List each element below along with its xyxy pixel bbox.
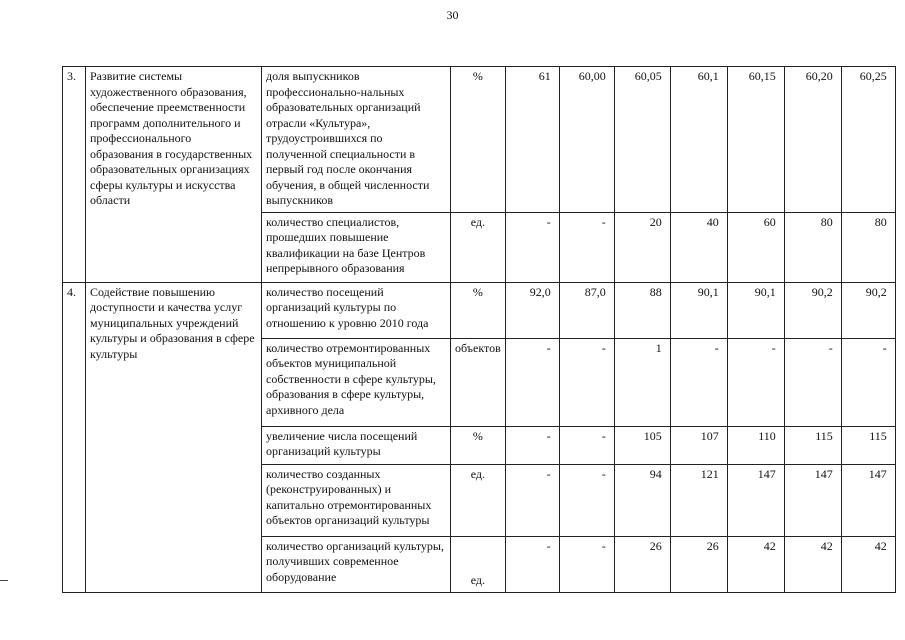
- value-cell: -: [505, 338, 559, 426]
- value-cell: -: [559, 212, 614, 282]
- value-cell: 40: [670, 212, 727, 282]
- unit-cell: объектов: [451, 338, 506, 426]
- value-cell: 60,00: [559, 67, 614, 213]
- value-cell: -: [784, 338, 841, 426]
- table-row: [63, 67, 896, 213]
- value-cell: -: [559, 536, 614, 592]
- value-cell: -: [559, 464, 614, 536]
- value-cell: 60: [727, 212, 784, 282]
- value-cell: -: [670, 338, 727, 426]
- unit-cell: %: [451, 67, 506, 213]
- value-cell: 115: [784, 426, 841, 464]
- task-cell: Содействие повышению доступности и качества услуг муниципальных учреждений культуры и образования в сфере культуры: [86, 282, 262, 592]
- value-cell: 147: [784, 464, 841, 536]
- value-cell: 61: [505, 67, 559, 213]
- value-cell: 80: [784, 212, 841, 282]
- value-cell: 110: [727, 426, 784, 464]
- page-number: 30: [446, 8, 459, 22]
- value-cell: -: [559, 426, 614, 464]
- value-cell: -: [505, 426, 559, 464]
- indicators-table: [62, 66, 896, 593]
- value-cell: 42: [841, 536, 895, 592]
- value-cell: 26: [670, 536, 727, 592]
- indicator-name: количество созданных (реконструированных) и капитально отремонтированных объектов организаций культуры: [262, 464, 451, 536]
- value-cell: -: [559, 338, 614, 426]
- value-cell: 147: [841, 464, 895, 536]
- value-cell: 26: [614, 536, 670, 592]
- value-cell: 60,05: [614, 67, 670, 213]
- value-cell: 90,1: [670, 282, 727, 338]
- value-cell: 90,2: [841, 282, 895, 338]
- indicator-name: доля выпускников профессионально-нальных образовательных организаций отрасли «Культура», трудоустроившихся по полученной специальности в первый год после окончания обучения, в общей численности выпускников: [262, 67, 451, 213]
- value-cell: 105: [614, 426, 670, 464]
- value-cell: -: [841, 338, 895, 426]
- value-cell: 20: [614, 212, 670, 282]
- value-cell: 60,25: [841, 67, 895, 213]
- unit-cell: %: [451, 282, 506, 338]
- value-cell: 80: [841, 212, 895, 282]
- row-number: 4.: [63, 282, 86, 592]
- unit-cell: ед.: [451, 212, 506, 282]
- value-cell: -: [505, 212, 559, 282]
- indicator-name: увеличение числа посещений организаций культуры: [262, 426, 451, 464]
- table-row: [63, 282, 896, 338]
- row-number: 3.: [63, 67, 86, 283]
- indicator-name: количество специалистов, прошедших повышение квалификации на базе Центров непрерывного образования: [262, 212, 451, 282]
- value-cell: 1: [614, 338, 670, 426]
- value-cell: 60,20: [784, 67, 841, 213]
- indicator-name: количество посещений организаций культуры по отношению к уровню 2010 года: [262, 282, 451, 338]
- value-cell: -: [727, 338, 784, 426]
- value-cell: 60,15: [727, 67, 784, 213]
- unit-cell: %: [451, 426, 506, 464]
- value-cell: 107: [670, 426, 727, 464]
- value-cell: 92,0: [505, 282, 559, 338]
- task-cell: Развитие системы художественного образования, обеспечение преемственности программ дополнительного и профессионального образования в государственных образовательных организациях сферы культуры и искусства области: [86, 67, 262, 283]
- value-cell: 94: [614, 464, 670, 536]
- value-cell: 121: [670, 464, 727, 536]
- value-cell: 87,0: [559, 282, 614, 338]
- value-cell: 90,2: [784, 282, 841, 338]
- indicator-name: количество отремонтированных объектов муниципальной собственности в сфере культуры, образования в сфере культуры, архивного дела: [262, 338, 451, 426]
- margin-mark: [0, 580, 8, 581]
- value-cell: -: [505, 536, 559, 592]
- indicator-name: количество организаций культуры, получивших современное оборудование: [262, 536, 451, 592]
- unit-cell: ед.: [451, 464, 506, 536]
- value-cell: 115: [841, 426, 895, 464]
- value-cell: 60,1: [670, 67, 727, 213]
- value-cell: 147: [727, 464, 784, 536]
- value-cell: 42: [784, 536, 841, 592]
- value-cell: -: [505, 464, 559, 536]
- value-cell: 42: [727, 536, 784, 592]
- value-cell: 90,1: [727, 282, 784, 338]
- unit-cell: ед.: [451, 536, 506, 592]
- value-cell: 88: [614, 282, 670, 338]
